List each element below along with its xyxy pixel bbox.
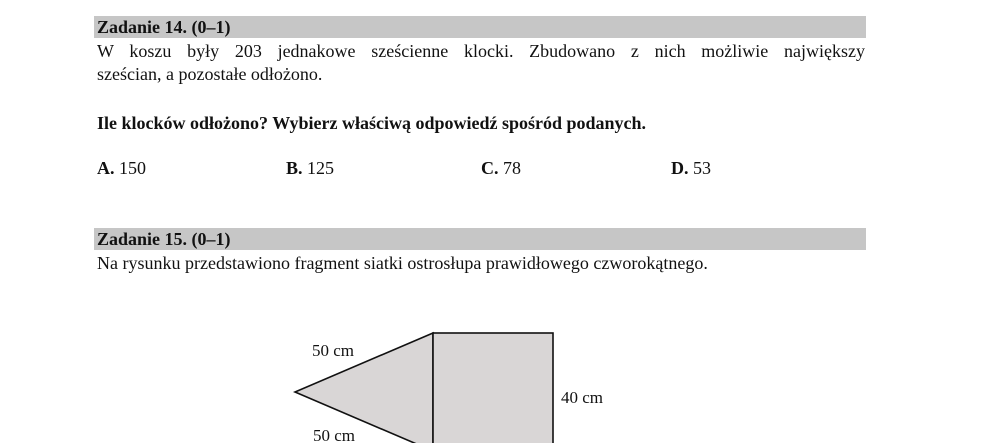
option-letter: B. [286, 158, 303, 178]
task-14-question: Ile klocków odłożono? Wybierz właściwą odpowiedź spośród podanych. [97, 113, 647, 133]
option-letter: C. [481, 158, 499, 178]
label-bottom-edge: 50 cm [313, 426, 356, 443]
label-top-edge: 50 cm [312, 341, 355, 360]
option-value: 150 [119, 158, 146, 178]
option-letter: D. [671, 158, 689, 178]
option-value: 125 [307, 158, 335, 178]
task-14-text-line-1: W koszu były 203 jednakowe sześcienne klocki. Zbudowano z nich możliwie największy [97, 41, 865, 61]
task-15-text: Na rysunku przedstawiono fragment siatki ostrosłupa prawidłowego czworokątnego. [97, 253, 708, 273]
option-value: 78 [503, 158, 521, 178]
label-square-side: 40 cm [561, 388, 604, 407]
task-15-header: Zadanie 15. (0–1) [94, 228, 866, 250]
task-14-header: Zadanie 14. (0–1) [94, 16, 866, 38]
task-14-text-line-2: sześcian, a pozostałe odłożono. [97, 64, 323, 84]
option-value: 53 [693, 158, 711, 178]
option-letter: A. [97, 158, 115, 178]
square-base [433, 333, 553, 443]
